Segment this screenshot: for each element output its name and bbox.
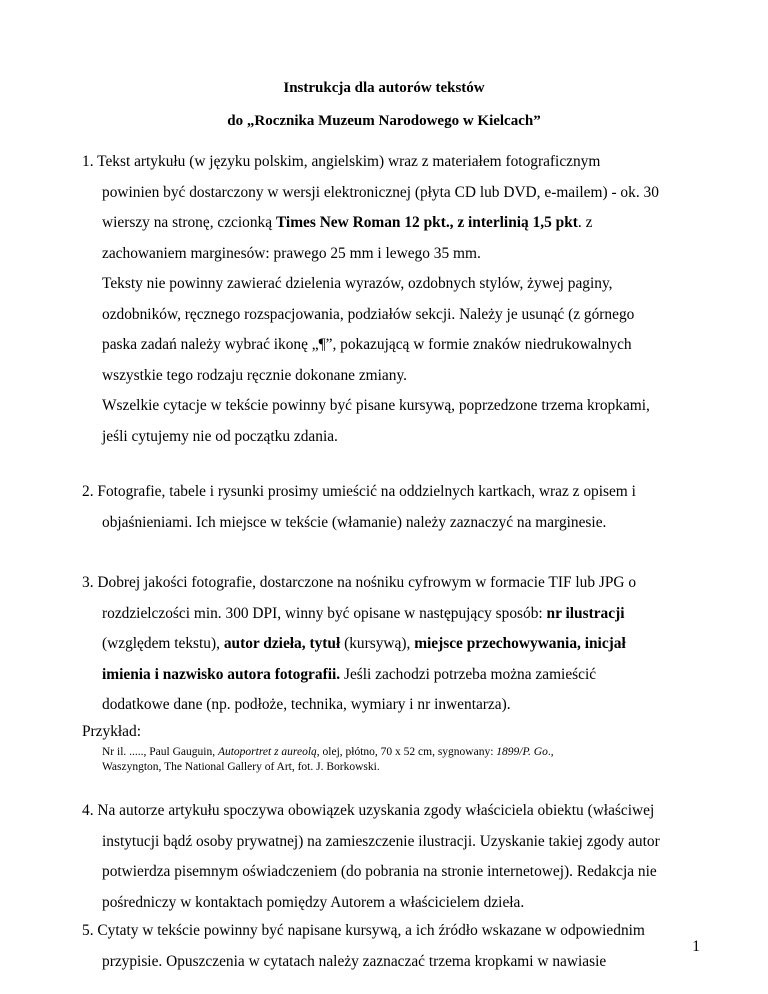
item-1-line: 1. Tekst artykułu (w języku polskim, angielskim) wraz z materiałem fotograficznym [82,153,601,170]
instruction-item-1 [82,147,702,452]
item-3-line [82,629,702,660]
instruction-item-3 [82,568,702,721]
item-1-line: ozdobników, ręcznego rozspacjowania, podziałów sekcji. Należy je usunąć (z górnego [102,305,635,323]
item-4-line: potwierdza pisemnym oświadczeniem (do pobrania na stronie internetowej). Redakcja nie [102,863,657,880]
item-1-line: wszystkie tego rodzaju ręcznie dokonane zmiany. [102,366,407,384]
item-2-line: 2. Fotografie, tabele i rysunki prosimy umieścić na oddzielnych kartkach, wraz z opisem i [82,483,636,500]
bold-text: nr ilustracji [546,604,625,622]
text-run: rozdzielczości min. 300 DPI, winny być opisane w następujący sposób: [102,604,547,622]
page-number: 1 [692,938,700,955]
item-2-line: objaśnieniami. Ich miejsce w tekście (włamanie) należy zaznaczyć na marginesie. [102,513,607,531]
instruction-item-4 [82,796,702,918]
bold-text: miejsce przechowywania, inicjał [414,635,626,652]
item-3-line: dodatkowe dane (np. podłoże, technika, wymiary i nr inwentarza). [102,696,511,713]
example-line: Waszyngton, The National Gallery of Art, fot. J. Borkowski. [102,761,380,773]
italic-text: 1899/P. Go [496,746,548,758]
item-1-line: Wszelkie cytacje w tekście powinny być pisane kursywą, poprzedzone trzema kropkami, [102,397,650,414]
item-1-line [82,208,702,239]
text-run: Nr il. ....., Paul Gauguin, [102,746,218,758]
italic-text: Autoportret z aureolą [217,746,317,758]
item-1-line: zachowaniem marginesów: prawego 25 mm i lewego 35 mm. [102,244,481,262]
item-1-line: powinien być dostarczony w wersji elektronicznej (płyta CD lub DVD, e-mailem) - ok. 30 [102,183,659,201]
example-caption [102,745,702,775]
item-1-line: jeśli cytujemy nie od początku zdania. [102,427,338,445]
item-1-line: paska zadań należy wybrać ikonę „¶”, pokazującą w formie znaków niedrukowalnych [102,336,632,353]
item-5-line: przypisie. Opuszczenia w cytatach należy zaznaczać trzema kropkami w nawiasie [102,952,607,970]
item-3-line [82,660,702,691]
text-run: (kursywą), [340,635,415,652]
item-4-line: pośredniczy w kontaktach pomiędzy Autorem a właścicielem dzieła. [102,893,525,911]
instruction-item-2 [82,477,702,538]
document-subtitle: do „Rocznika Muzeum Narodowego w Kielcach” [227,113,541,129]
item-4-line: 4. Na autorze artykułu spoczywa obowiązek uzyskania zgody właściciela obiektu (właściwej [82,802,655,819]
item-1-line: Teksty nie powinny zawierać dzielenia wyrazów, ozdobnych stylów, żywej paginy, [102,275,613,292]
example-line [102,745,702,760]
text-run: . z [577,214,593,231]
item-3-line [82,599,702,630]
item-4-line: instytucji bądź osoby prywatnej) na zamieszczenie ilustracji. Uzyskanie takiej zgody autor [102,832,660,850]
bold-text: Times New Roman 12 pkt., z interlinią 1,5 pkt [275,214,578,231]
text-run: ., [547,746,554,758]
document-title: Instrukcja dla autorów tekstów [283,80,485,96]
item-3-line: 3. Dobrej jakości fotografie, dostarczone na nośniku cyfrowym w formacie TIF lub JPG o [82,574,637,591]
example-label: Przykład: [82,723,141,740]
text-run: , olej, płótno, 70 x 52 cm, sygnowany: [316,746,497,758]
instruction-item-5 [82,916,702,977]
bold-text: autor dzieła, tytuł [223,635,341,652]
text-run: (względem tekstu), [102,635,224,652]
item-5-line: 5. Cytaty w tekście powinny być napisane kursywą, a ich źródło wskazane w odpowiednim [82,922,645,939]
text-run: Jeśli zachodzi potrzeba można zamieścić [340,665,597,683]
text-run: wierszy na stronę, czcionką [102,214,276,231]
bold-text: imienia i nazwisko autora fotografii. [102,665,341,683]
